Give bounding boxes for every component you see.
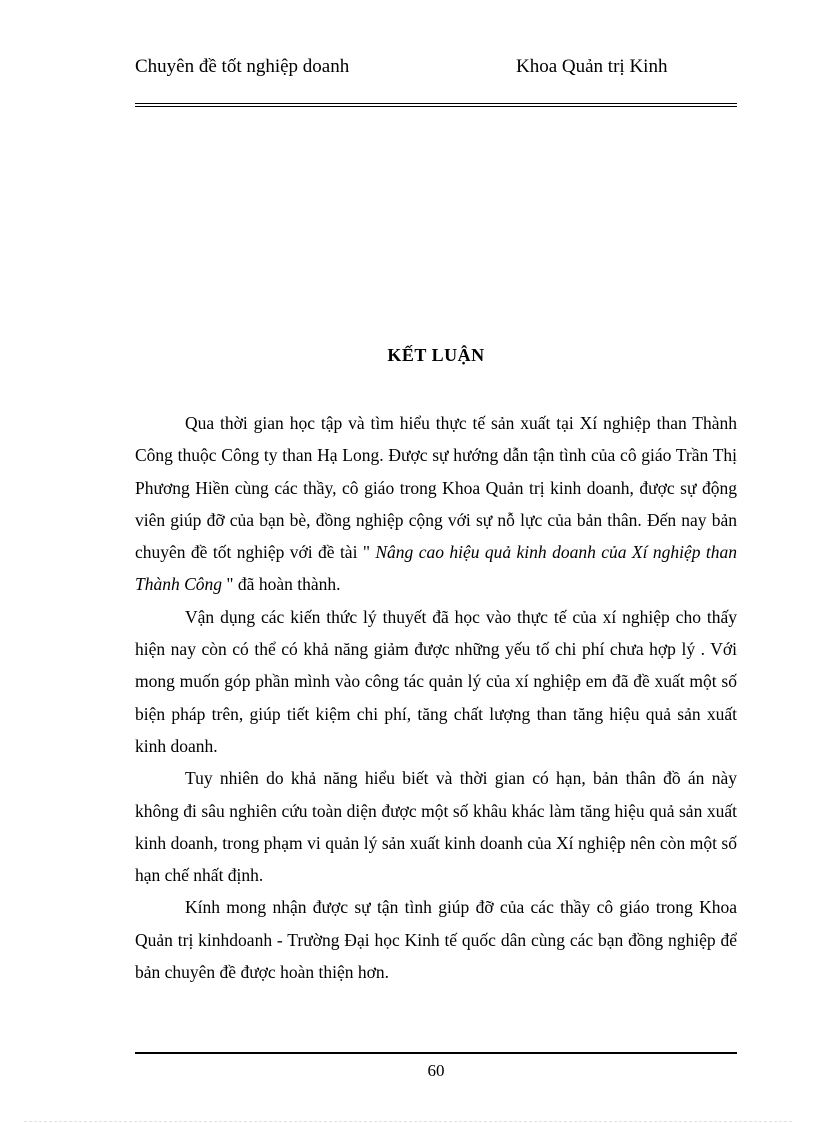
paragraph-4: Kính mong nhận được sự tận tình giúp đỡ của các thầy cô giáo trong Khoa Quản trị kinhdoanh - Trường Đại học Kinh tế quốc dân cùng các bạn đồng nghiệp để bản chuyên đề được hoàn thiện hơn. bbox=[135, 897, 737, 983]
paragraph-1 bbox=[135, 407, 737, 601]
page-edge-divider bbox=[24, 1121, 792, 1122]
paragraph-1-text: Qua thời gian học tập và tìm hiểu thực tế sản xuất tại Xí nghiệp than Thành Công thuộc Công ty than Hạ Long. Được sự hướng dẫn tận tình của cô giáo Trần Thị Phương Hiền cùng các thầy, cô giáo trong Khoa Quản trị kinh doanh, được sự động viên giúp đỡ của bạn bè, đồng nghiệp cộng với sự nỗ lực của bản thân. Đến nay bản chuyên đề tốt nghiệp với đề tài " bbox=[135, 413, 737, 563]
header-rule-bottom bbox=[135, 106, 737, 107]
paragraph-1-ending: " đã hoàn thành. bbox=[222, 574, 341, 595]
section-title: KẾT LUẬN bbox=[387, 345, 485, 365]
paragraph-3: Tuy nhiên do khả năng hiểu biết và thời gian có hạn, bản thân đồ án này không đi sâu nghiên cứu toàn diện được một số khâu khác làm tăng hiệu quả sản xuất kinh doanh, trong phạm vi quản lý sản xuất kinh doanh của Xí nghiệp nên còn một số hạn chế nhất định. bbox=[135, 768, 737, 886]
paragraph-2: Vận dụng các kiến thức lý thuyết đã học vào thực tế của xí nghiệp cho thấy hiện nay còn có thể có khả năng giảm được những yếu tố chi phí chưa hợp lý . Với mong muốn góp phần mình vào công tác quản lý của xí nghiệp em đã đề xuất một số biện pháp trên, giúp tiết kiệm chi phí, tăng chất lượng than tăng hiệu quả sản xuất kinh doanh. bbox=[135, 606, 737, 756]
thesis-topic: Nâng cao hiệu quả kinh doanh của Xí nghiệp than Thành Công bbox=[135, 542, 737, 595]
page-number: 60 bbox=[427, 1061, 445, 1080]
body-text bbox=[135, 407, 737, 988]
footer-rule bbox=[135, 1052, 737, 1054]
header-left-text: Chuyên đề tốt nghiệp doanh bbox=[135, 56, 350, 77]
header-rule-top bbox=[135, 103, 737, 104]
header-right-text: Khoa Quản trị Kinh bbox=[516, 56, 668, 77]
